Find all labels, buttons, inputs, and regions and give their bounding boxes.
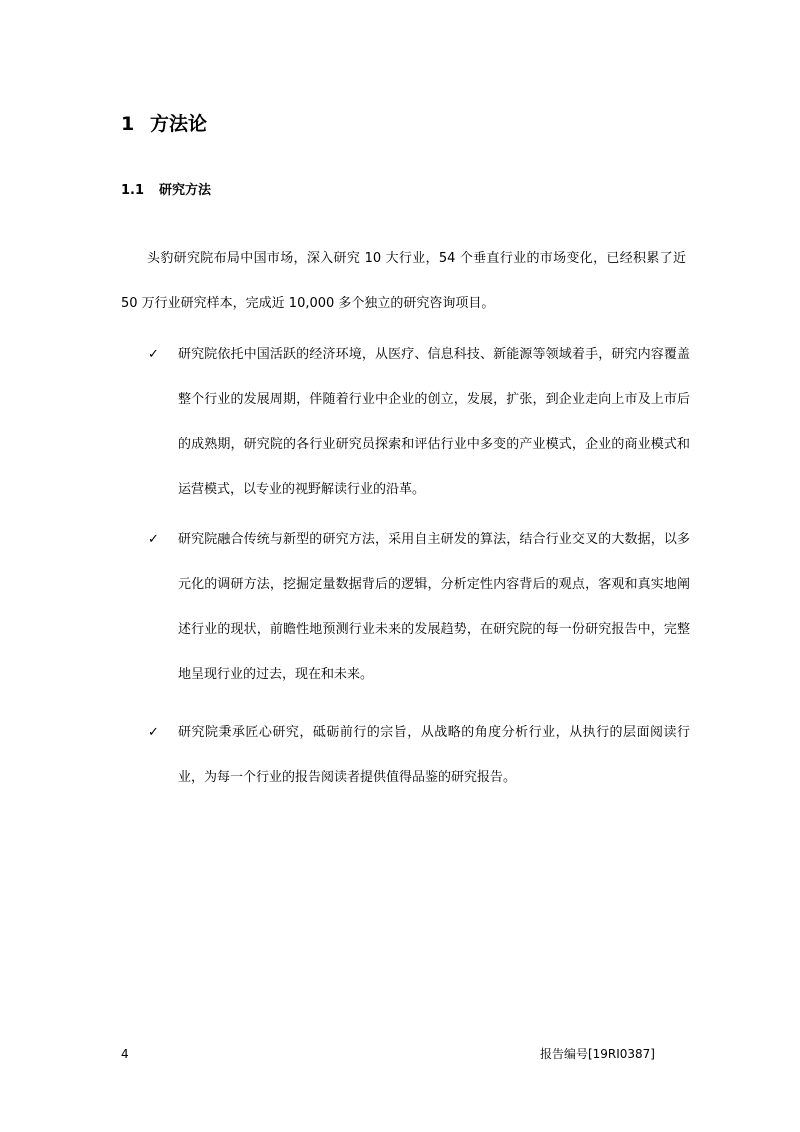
report-code: 报告编号[19RI0387] [539,1047,655,1061]
subsection-number: 1.1 [121,183,145,198]
bullet-paragraph: 研究院融合传统与新型的研究方法，采用自主研发的算法，结合行业交叉的大数据，以多元化的调研方法，挖掘定量数据背后的逻辑，分析定性内容背后的观点，客观和真实地阐述行业的现状，前瞻性地预测行业未来的发展趋势，在研究院的每一份研究报告中，完整地呈现行业的过去，现在和未来。 [178,532,690,682]
bullet-paragraph: 研究院秉承匠心研究，砥砺前行的宗旨，从战略的角度分析行业，从执行的层面阅读行业，为每一个行业的报告阅读者提供值得品鉴的研究报告。 [178,725,690,785]
section-heading [121,111,207,137]
intro-paragraph: 头豹研究院布局中国市场，深入研究 10 大行业，54 个垂直行业的市场变化，已经积累了近 50 万行业研究样本，完成近 10,000 多个独立的研究咨询项目。 [121,251,686,311]
checkmark-icon: ✓ [148,725,159,740]
section-title: 方法论 [150,113,208,135]
checkmark-icon: ✓ [148,532,159,547]
bullet-paragraph: 研究院依托中国活跃的经济环境，从医疗、信息科技、新能源等领域着手，研究内容覆盖整个行业的发展周期，伴随着行业中企业的创立，发展，扩张，到企业走向上市及上市后的成熟期，研究院的各行业研究员探索和评估行业中多变的产业模式，企业的商业模式和运营模式，以专业的视野解读行业的沿革。 [178,347,690,497]
subsection-heading [121,181,211,201]
section-number: 1 [121,113,135,135]
subsection-title: 研究方法 [159,183,212,198]
checkmark-icon: ✓ [148,347,159,362]
page-number: 4 [121,1047,129,1061]
